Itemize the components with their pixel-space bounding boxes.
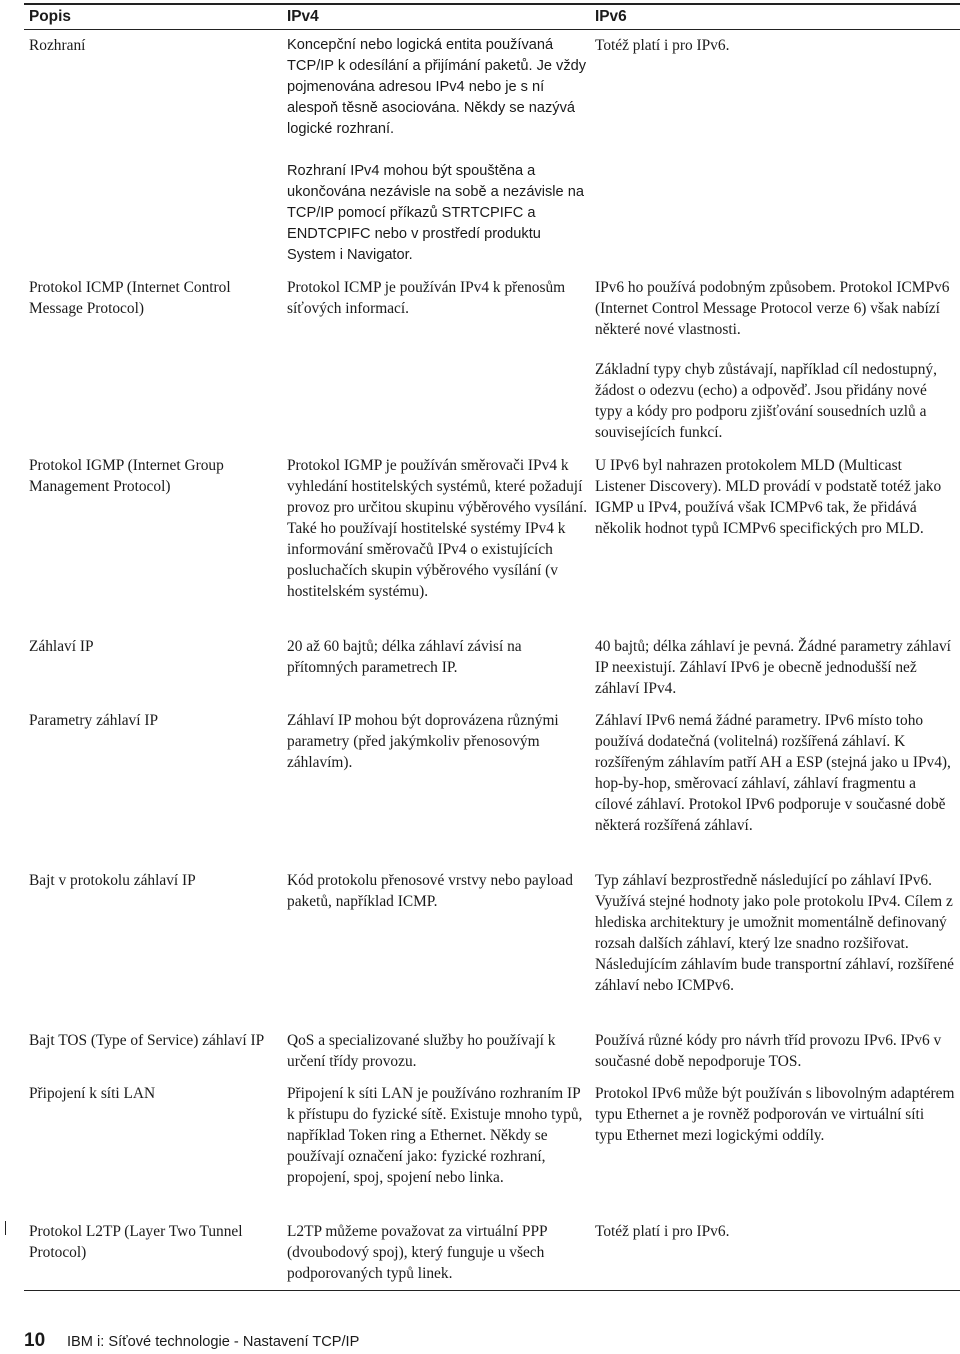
header-ipv4: IPv4 — [287, 8, 319, 25]
row-ipv4: Záhlaví IP mohou být doprovázena různými parametry (před jakýmkoliv přenosovým záhlavím). — [287, 712, 559, 771]
header-popis: Popis — [29, 8, 71, 25]
header-rule — [24, 29, 960, 30]
row-ipv6: IPv6 ho používá podobným způsobem. Protokol ICMPv6 (Internet Control Message Protocol verze 6) však nabízí některé nové vlastnosti. — [595, 279, 950, 338]
row-ipv6: Používá různé kódy pro návrh tříd provozu IPv6. IPv6 v současné době nepodporuje TOS. — [595, 1032, 942, 1070]
row-ipv4: QoS a specializované služby ho používají k určení třídy provozu. — [287, 1032, 556, 1070]
row-ipv6-extra: Základní typy chyb zůstávají, například cíl nedostupný, žádost o odezvu (echo) a odpověď. Jsou přidány nové typy a kódy pro podporu zjišťování sousedních uzlů a souvisejících funkcí. — [595, 361, 937, 441]
row-ipv6: Záhlaví IPv6 nemá žádné parametry. IPv6 místo toho používá dodatečná (volitelná) rozšířená záhlaví. K rozšířeným záhlavím patří AH a ESP (stejná jako u IPv4), hop-by-hop, směrovací záhlaví, záhlaví fragmentu a cílové záhlaví. Protokol IPv6 podporuje v současné době některá rozšířená záhlaví. — [595, 712, 951, 834]
row-ipv6: Totéž platí i pro IPv6. — [595, 1223, 730, 1240]
row-ipv4: Protokol ICMP je používán IPv4 k přenosům síťových informací. — [287, 279, 566, 317]
row-ipv6: U IPv6 byl nahrazen protokolem MLD (Multicast Listener Discovery). MLD provádí v podstatě totéž jako IGMP u IPv4, používá však ICMPv6 tak, že přidává několik hodnot typů ICMPv6 specifických pro MLD. — [595, 457, 942, 537]
row-ipv4: Kód protokolu přenosové vrstvy nebo payload paketů, například ICMP. — [287, 872, 573, 910]
row-popis: Protokol IGMP (Internet Group Management Protocol) — [29, 457, 224, 495]
table-top-rule — [24, 3, 960, 5]
row-ipv4: Koncepční nebo logická entita používaná TCP/IP k odesílání a přijímání paketů. Je vždy pojmenována adresou IPv4 nebo je s ní alespoň těsně asociována. Někdy se nazývá logické rozhraní. — [287, 37, 587, 137]
footer-title: IBM i: Síťové technologie - Nastavení TCP/IP — [67, 1334, 360, 1350]
row-popis: Bajt v protokolu záhlaví IP — [29, 872, 196, 889]
row-ipv4: Připojení k síti LAN je používáno rozhraním IP k přístupu do fyzické sítě. Existuje mnoho typů, například Token ring a Ethernet. Někdy se používají označení jako: fyzické rozhraní, propojení, spoj, spojení nebo linka. — [287, 1085, 583, 1186]
page-number: 10 — [24, 1330, 46, 1351]
table-bottom-rule — [24, 1290, 960, 1291]
row-ipv6: Protokol IPv6 může být používán s libovolným adaptérem typu Ethernet a je rovněž podporován ve virtuální síti typu Ethernet mezi logickými oddíly. — [595, 1085, 955, 1144]
row-popis: Protokol ICMP (Internet Control Message Protocol) — [29, 279, 231, 317]
header-ipv6: IPv6 — [595, 8, 627, 25]
row-popis: Bajt TOS (Type of Service) záhlaví IP — [29, 1032, 265, 1049]
row-ipv6: Totéž platí i pro IPv6. — [595, 37, 730, 54]
row-ipv4: 20 až 60 bajtů; délka záhlaví závisí na přítomných parametrech IP. — [287, 638, 522, 676]
row-ipv6: 40 bajtů; délka záhlaví je pevná. Žádné parametry záhlaví IP neexistují. Záhlaví IPv6 je obecně jednodušší než záhlaví IPv4. — [595, 638, 951, 697]
row-popis: Rozhraní — [29, 37, 86, 54]
row-popis: Připojení k síti LAN — [29, 1085, 156, 1102]
row-ipv4: Protokol IGMP je používán směrovači IPv4 k vyhledání hostitelských systémů, které požadují provoz pro určitou skupinu výběrového vysílání. Také ho používají hostitelské systémy IPv4 k informování směrovačů IPv4 o existujících posluchačích skupin výběrového vysílání (v hostitelském systému). — [287, 457, 588, 600]
row-popis: Parametry záhlaví IP — [29, 712, 159, 729]
row-ipv6: Typ záhlaví bezprostředně následující po záhlaví IPv6. Využívá stejné hodnoty jako pole protokolu IPv4. Cílem z hlediska architektury je umožnit momentálně definovaný rozsah dalších záhlaví, který lze snadno rozšiřovat. Následujícím záhlavím bude transportní záhlaví, rozšířené záhlaví nebo ICMPv6. — [595, 872, 954, 994]
row-ipv4-extra: Rozhraní IPv4 mohou být spouštěna a ukončována nezávisle na sobě a nezávisle na TCP/IP pomocí příkazů STRTCPIFC a ENDTCPIFC nebo v prostředí produktu System i Navigator. — [287, 163, 584, 263]
revision-change-bar — [5, 1221, 6, 1235]
row-ipv4: L2TP můžeme považovat za virtuální PPP (dvoubodový spoj), který funguje u všech podporovaných typů linek. — [287, 1223, 548, 1282]
row-popis: Protokol L2TP (Layer Two Tunnel Protocol) — [29, 1223, 243, 1261]
row-popis: Záhlaví IP — [29, 638, 94, 655]
